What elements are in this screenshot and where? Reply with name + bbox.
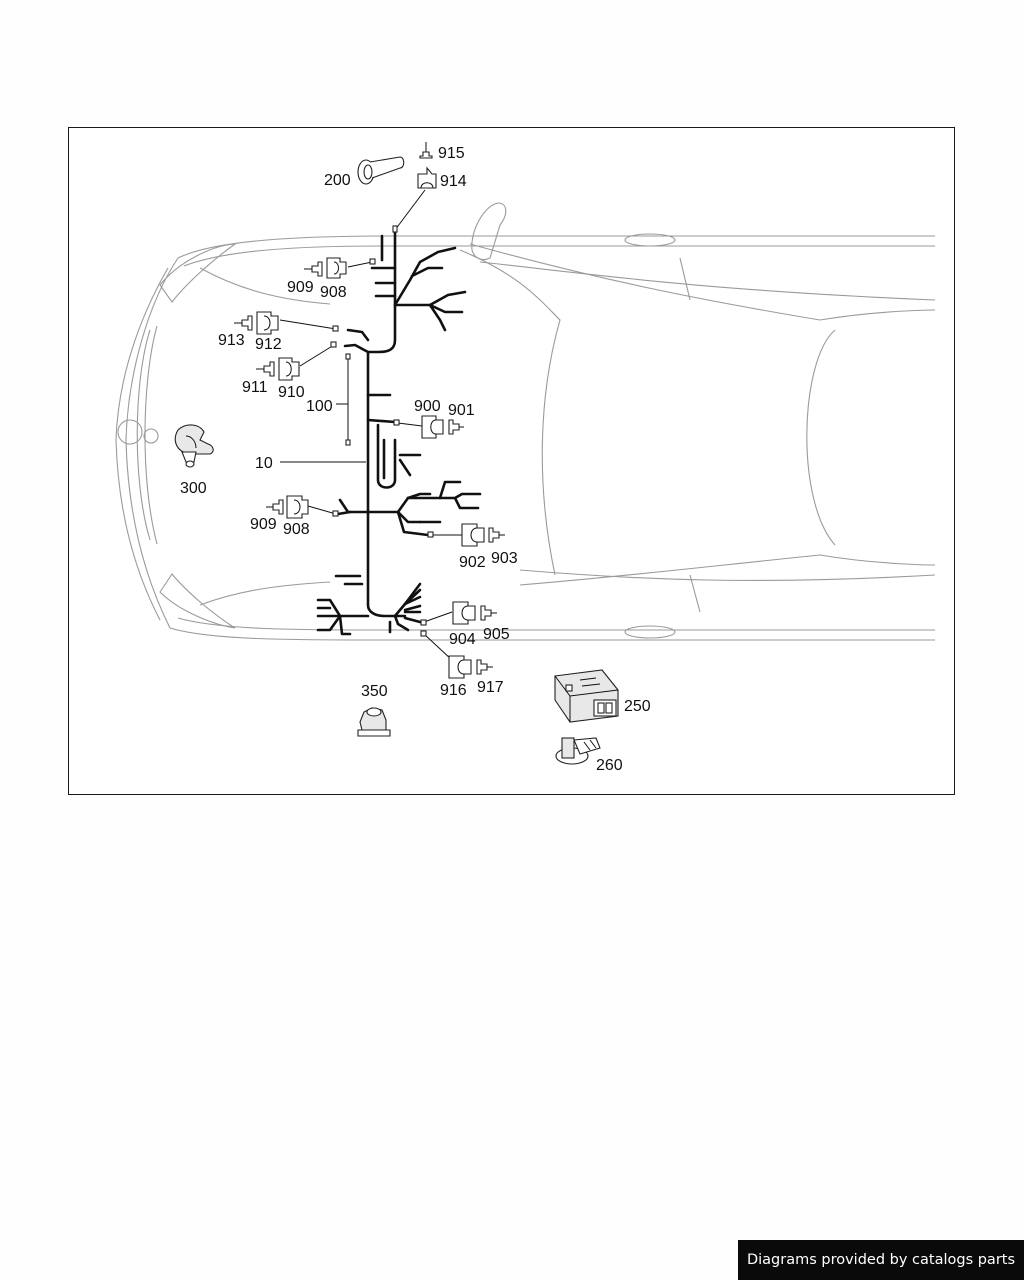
connector-912: [257, 312, 278, 334]
label-908-lower: 908: [283, 521, 310, 538]
label-900: 900: [414, 398, 441, 415]
label-910: 910: [278, 384, 305, 401]
car-outline: [116, 234, 935, 640]
connector-902: [462, 524, 484, 546]
label-905: 905: [483, 626, 510, 643]
connector-904: [453, 602, 475, 624]
connector-908-lower: [287, 496, 308, 518]
footer-credit-badge: Diagrams provided by catalogs parts: [738, 1240, 1024, 1280]
mirror-outline: [472, 203, 506, 260]
label-903: 903: [491, 550, 518, 567]
connector-916: [449, 656, 471, 678]
label-260: 260: [596, 757, 623, 774]
connector-903: [489, 528, 505, 542]
label-916: 916: [440, 682, 467, 699]
label-909-upper: 909: [287, 279, 314, 296]
label-300: 300: [180, 480, 207, 497]
label-10: 10: [255, 455, 273, 472]
label-912: 912: [255, 336, 282, 353]
connector-913: [234, 316, 252, 330]
part-300-clip: [175, 425, 213, 467]
label-917: 917: [477, 679, 504, 696]
connector-901: [449, 420, 464, 434]
connector-910: [279, 358, 299, 380]
connector-909-upper: [304, 262, 322, 276]
connector-914: [418, 168, 436, 188]
connector-911: [256, 362, 274, 376]
label-914: 914: [440, 173, 467, 190]
label-901: 901: [448, 402, 475, 419]
label-200: 200: [324, 172, 351, 189]
connector-908-upper: [327, 258, 346, 278]
part-250-housing: [555, 670, 618, 722]
part-350-nut: [358, 708, 390, 736]
connector-909-lower: [266, 500, 283, 514]
label-250: 250: [624, 698, 651, 715]
label-904: 904: [449, 631, 476, 648]
label-909-lower: 909: [250, 516, 277, 533]
label-911: 911: [242, 379, 268, 396]
connector-917: [477, 660, 493, 674]
connector-900: [422, 416, 443, 438]
part-200-grommet: [358, 157, 404, 184]
label-915: 915: [438, 145, 465, 162]
label-902: 902: [459, 554, 486, 571]
part-260-terminal: [556, 738, 600, 764]
connector-915: [420, 142, 432, 158]
label-913: 913: [218, 332, 245, 349]
label-100: 100: [306, 398, 333, 415]
label-908-upper: 908: [320, 284, 347, 301]
connector-905: [481, 606, 497, 620]
label-350: 350: [361, 683, 388, 700]
